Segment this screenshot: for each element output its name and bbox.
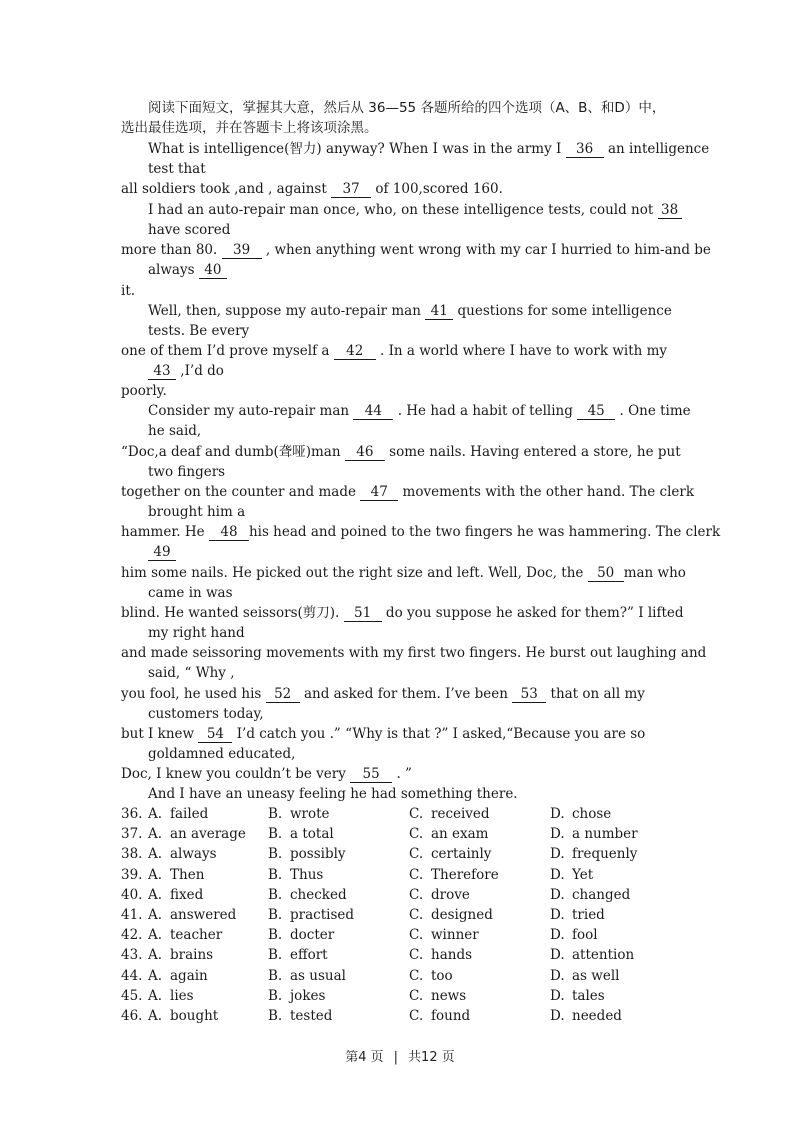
option-d [550, 966, 638, 986]
option-text: again [170, 967, 208, 984]
blank-44: 44 [353, 403, 393, 420]
passage-text: that on all my [550, 686, 645, 702]
option-text: frequenly [572, 846, 638, 863]
option-letter: B. [268, 947, 283, 964]
option-d [550, 865, 638, 885]
option-d [550, 945, 638, 965]
passage-line: two fingers [148, 464, 226, 480]
question-number: 37. [121, 826, 143, 843]
option-letter: D. [550, 1008, 565, 1025]
passage-text: . One time [619, 403, 691, 419]
option-letter: C. [409, 927, 424, 944]
option-letter: A. [148, 947, 163, 964]
option-text: fool [572, 927, 598, 944]
option-text: Yet [572, 866, 594, 883]
option-letter: A. [148, 866, 163, 883]
option-d [550, 925, 638, 945]
option-b [268, 824, 409, 844]
option-c [409, 945, 550, 965]
option-letter: B. [268, 987, 283, 1004]
option-text: brains [170, 947, 214, 964]
option-text: wrote [290, 806, 330, 822]
option-text: attention [572, 947, 635, 964]
option-b [268, 986, 409, 1006]
option-a [121, 804, 268, 824]
option-letter: D. [550, 826, 565, 843]
option-letter: C. [409, 1008, 424, 1025]
option-d [550, 844, 638, 864]
page-number: 第4 页 [345, 1050, 384, 1065]
option-b [268, 804, 409, 824]
passage-line: And I have an uneasy feeling he had something there. [148, 786, 518, 802]
question-number: 40. [121, 886, 143, 903]
blank-45: 45 [577, 403, 615, 420]
passage-line: he said, [148, 423, 202, 439]
passage-text: always [148, 262, 195, 278]
passage-line [121, 764, 412, 784]
option-letter: C. [409, 947, 424, 964]
option-text: certainly [431, 846, 492, 863]
option-letter: A. [148, 806, 163, 822]
option-letter: B. [268, 886, 283, 903]
option-letter: A. [148, 907, 163, 924]
passage-text: movements with the other hand. The clerk [402, 484, 695, 500]
passage-text: . ” [396, 766, 412, 782]
option-c [409, 1006, 550, 1026]
option-letter: B. [268, 967, 283, 984]
passage-text: him some nails. He picked out the right size and left. Well, Doc, the [121, 565, 584, 581]
option-c [409, 925, 550, 945]
option-text: Thus [290, 866, 324, 883]
option-b [268, 885, 409, 905]
option-text: too [431, 967, 453, 984]
option-text: winner [431, 927, 479, 944]
option-letter: D. [550, 907, 565, 924]
passage-line [121, 724, 645, 744]
option-text: an exam [431, 826, 489, 843]
option-text: found [431, 1008, 471, 1025]
question-number: 39. [121, 866, 143, 883]
passage-text: do you suppose he asked for them?” I lifted [385, 605, 684, 621]
option-b [268, 865, 409, 885]
option-text: effort [290, 947, 328, 964]
passage-text: Well, then, suppose my auto-repair man [148, 303, 421, 319]
option-text: chose [572, 806, 612, 822]
passage-line: poorly. [121, 383, 167, 399]
passage-text: hammer. He [121, 524, 205, 540]
option-c [409, 824, 550, 844]
question-number: 46. [121, 1008, 143, 1025]
option-letter: C. [409, 886, 424, 903]
option-row [121, 865, 638, 885]
option-text: always [170, 846, 217, 863]
option-letter: B. [268, 927, 283, 944]
passage-line [121, 522, 720, 542]
option-b [268, 966, 409, 986]
option-text: as usual [290, 967, 346, 984]
option-text: answered [170, 907, 237, 924]
option-text: as well [572, 967, 620, 984]
option-text: checked [290, 886, 347, 903]
option-row [121, 1006, 638, 1026]
option-letter: C. [409, 846, 424, 863]
option-text: a total [290, 826, 334, 843]
option-text: failed [170, 806, 209, 822]
option-letter: D. [550, 967, 565, 984]
blank-48: 48 [209, 524, 249, 541]
passage-text: all soldiers took ,and , against [121, 181, 327, 197]
option-a [121, 945, 268, 965]
passage-text: his head and poined to the two fingers he was hammering. The clerk [248, 524, 721, 540]
option-b [268, 844, 409, 864]
option-row [121, 986, 638, 1006]
option-letter: C. [409, 826, 424, 843]
passage-line: test that [148, 161, 206, 177]
option-row [121, 824, 638, 844]
option-text: fixed [170, 886, 204, 903]
option-text: bought [170, 1008, 219, 1025]
passage-text: . In a world where I have to work with my [380, 343, 668, 359]
option-text: lies [170, 987, 194, 1004]
option-letter: A. [148, 886, 163, 903]
option-text: Then [170, 866, 205, 883]
passage-text: , when anything went wrong with my car I hurried to him-and be [265, 242, 711, 258]
option-row [121, 885, 638, 905]
option-text: tales [572, 987, 605, 1004]
option-letter: C. [409, 866, 424, 883]
option-text: docter [290, 927, 335, 944]
option-text: changed [572, 886, 631, 903]
option-d [550, 905, 638, 925]
passage-line [121, 240, 711, 260]
passage-line: customers today, [148, 706, 264, 722]
option-a [121, 1006, 268, 1026]
options-table [121, 804, 638, 1026]
passage-text: more than 80. [121, 242, 218, 258]
passage-text: man who [623, 565, 686, 581]
option-d [550, 1006, 638, 1026]
blank-46: 46 [345, 444, 385, 461]
option-text: practised [290, 907, 355, 924]
option-d [550, 885, 638, 905]
option-text: tested [290, 1008, 333, 1025]
passage-text: you fool, he used his [121, 686, 262, 702]
blank-41: 41 [425, 303, 453, 320]
option-a [121, 865, 268, 885]
option-text: a number [572, 826, 638, 843]
option-letter: D. [550, 886, 565, 903]
passage-text: “Doc,a deaf and dumb(聋哑)man [121, 444, 341, 460]
option-letter: B. [268, 866, 283, 883]
option-letter: A. [148, 826, 163, 843]
option-text: hands [431, 947, 473, 964]
passage-line [148, 361, 224, 381]
passage-line: tests. Be every [148, 323, 250, 339]
question-number: 45. [121, 987, 143, 1004]
blank-55: 55 [350, 766, 392, 783]
option-letter: A. [148, 846, 163, 863]
option-c [409, 885, 550, 905]
passage-line [121, 684, 645, 704]
passage-text: and asked for them. I’ve been [303, 686, 508, 702]
blank-36: 36 [566, 141, 604, 158]
option-row [121, 925, 638, 945]
passage-line: brought him a [148, 504, 246, 520]
option-a [121, 966, 268, 986]
question-number: 43. [121, 947, 143, 964]
option-d [550, 804, 638, 824]
option-text: possibly [290, 846, 346, 863]
option-letter: B. [268, 907, 283, 924]
blank-50: 50 [588, 565, 624, 582]
option-letter: D. [550, 927, 565, 944]
option-b [268, 1006, 409, 1026]
option-letter: D. [550, 846, 565, 863]
option-a [121, 986, 268, 1006]
passage-line: goldamned educated, [148, 746, 296, 762]
option-text: needed [572, 1008, 622, 1025]
option-letter: A. [148, 967, 163, 984]
question-number: 36. [121, 806, 143, 822]
option-c [409, 804, 550, 824]
passage-line [148, 542, 176, 562]
option-text: an average [170, 826, 246, 843]
passage-text: together on the counter and made [121, 484, 356, 500]
option-a [121, 925, 268, 945]
blank-47: 47 [360, 484, 398, 501]
option-letter: B. [268, 846, 283, 863]
option-text: teacher [170, 927, 223, 944]
option-letter: B. [268, 1008, 283, 1025]
question-number: 38. [121, 846, 143, 863]
passage-line [121, 603, 684, 623]
option-letter: A. [148, 927, 163, 944]
blank-54: 54 [198, 726, 232, 743]
passage-text: questions for some intelligence [457, 303, 672, 319]
option-letter: B. [268, 826, 283, 843]
passage-text: an intelligence [607, 141, 710, 157]
option-text: designed [431, 907, 493, 924]
option-b [268, 925, 409, 945]
passage-text: Consider my auto-repair man [148, 403, 350, 419]
option-text: Therefore [431, 866, 499, 883]
passage-text: I’d catch you .” “Why is that ?” I asked,“Because you are so [236, 726, 646, 742]
option-letter: A. [148, 987, 163, 1004]
passage-line [121, 563, 686, 583]
option-letter: D. [550, 866, 565, 883]
passage-text: What is intelligence(智力) anyway? When I was in the army I [148, 141, 562, 157]
passage-line: came in was [148, 585, 233, 601]
passage-line [148, 301, 672, 321]
option-row [121, 966, 638, 986]
option-c [409, 966, 550, 986]
option-row [121, 844, 638, 864]
passage-text: Doc, I knew you couldn’t be very [121, 766, 346, 782]
option-b [268, 905, 409, 925]
blank-43: 43 [148, 363, 176, 380]
passage-line [121, 341, 667, 361]
blank-51: 51 [344, 605, 382, 622]
passage-line [148, 200, 682, 220]
option-letter: B. [268, 806, 283, 822]
option-d [550, 824, 638, 844]
passage-line: said, “ Why , [148, 665, 235, 681]
option-c [409, 905, 550, 925]
passage-text: some nails. Having entered a store, he put [389, 444, 681, 460]
option-text: drove [431, 886, 470, 903]
blank-42: 42 [334, 343, 376, 360]
option-letter: D. [550, 947, 565, 964]
question-number: 44. [121, 967, 143, 984]
option-c [409, 865, 550, 885]
instructions-line-1: 阅读下面短文，掌握其大意，然后从 36—55 各题所给的四个选项（A、B、和D）中， [148, 100, 666, 116]
passage-line: have scored [148, 222, 231, 238]
passage-line [121, 442, 681, 462]
page-footer [0, 1046, 800, 1065]
passage-line [121, 179, 503, 199]
option-letter: C. [409, 907, 424, 924]
question-number: 41. [121, 907, 143, 924]
option-a [121, 905, 268, 925]
blank-52: 52 [266, 686, 300, 703]
option-a [121, 824, 268, 844]
option-a [121, 885, 268, 905]
passage-text: I had an auto-repair man once, who, on these intelligence tests, could not [148, 202, 654, 218]
option-row [121, 945, 638, 965]
option-a [121, 844, 268, 864]
option-c [409, 844, 550, 864]
passage-line [148, 401, 691, 421]
passage-text: of 100,scored 160. [375, 181, 503, 197]
passage-text: blind. He wanted seissors(剪刀). [121, 605, 340, 621]
instructions-line-2: 选出最佳选项，并在答题卡上将该项涂黑。 [121, 120, 378, 136]
passage-line: it. [121, 283, 136, 299]
option-row [121, 905, 638, 925]
passage-text: one of them I’d prove myself a [121, 343, 330, 359]
blank-49: 49 [148, 544, 176, 561]
passage-text: but I knew [121, 726, 195, 742]
footer-separator: | [393, 1050, 399, 1065]
option-text: news [431, 987, 467, 1004]
passage-line: and made seissoring movements with my first two fingers. He burst out laughing and [121, 645, 707, 661]
blank-38: 38 [658, 202, 682, 219]
option-letter: C. [409, 967, 424, 984]
option-letter: D. [550, 806, 565, 822]
option-b [268, 945, 409, 965]
option-letter: A. [148, 1008, 163, 1025]
blank-39: 39 [222, 242, 262, 259]
option-letter: C. [409, 806, 424, 822]
option-letter: D. [550, 987, 565, 1004]
passage-line: my right hand [148, 625, 245, 641]
option-row [121, 804, 638, 824]
blank-53: 53 [512, 686, 546, 703]
option-text: received [431, 806, 490, 822]
passage-text: ,I’d do [180, 363, 224, 379]
option-text: tried [572, 907, 605, 924]
page-total: 共12 页 [408, 1050, 455, 1065]
passage-line [148, 260, 227, 280]
option-letter: C. [409, 987, 424, 1004]
passage-line [121, 482, 694, 502]
option-text: jokes [290, 987, 326, 1004]
passage-text: . He had a habit of telling [397, 403, 573, 419]
blank-37: 37 [331, 181, 371, 198]
blank-40: 40 [199, 262, 227, 279]
option-c [409, 986, 550, 1006]
option-d [550, 986, 638, 1006]
question-number: 42. [121, 927, 143, 944]
passage-line [148, 139, 709, 159]
